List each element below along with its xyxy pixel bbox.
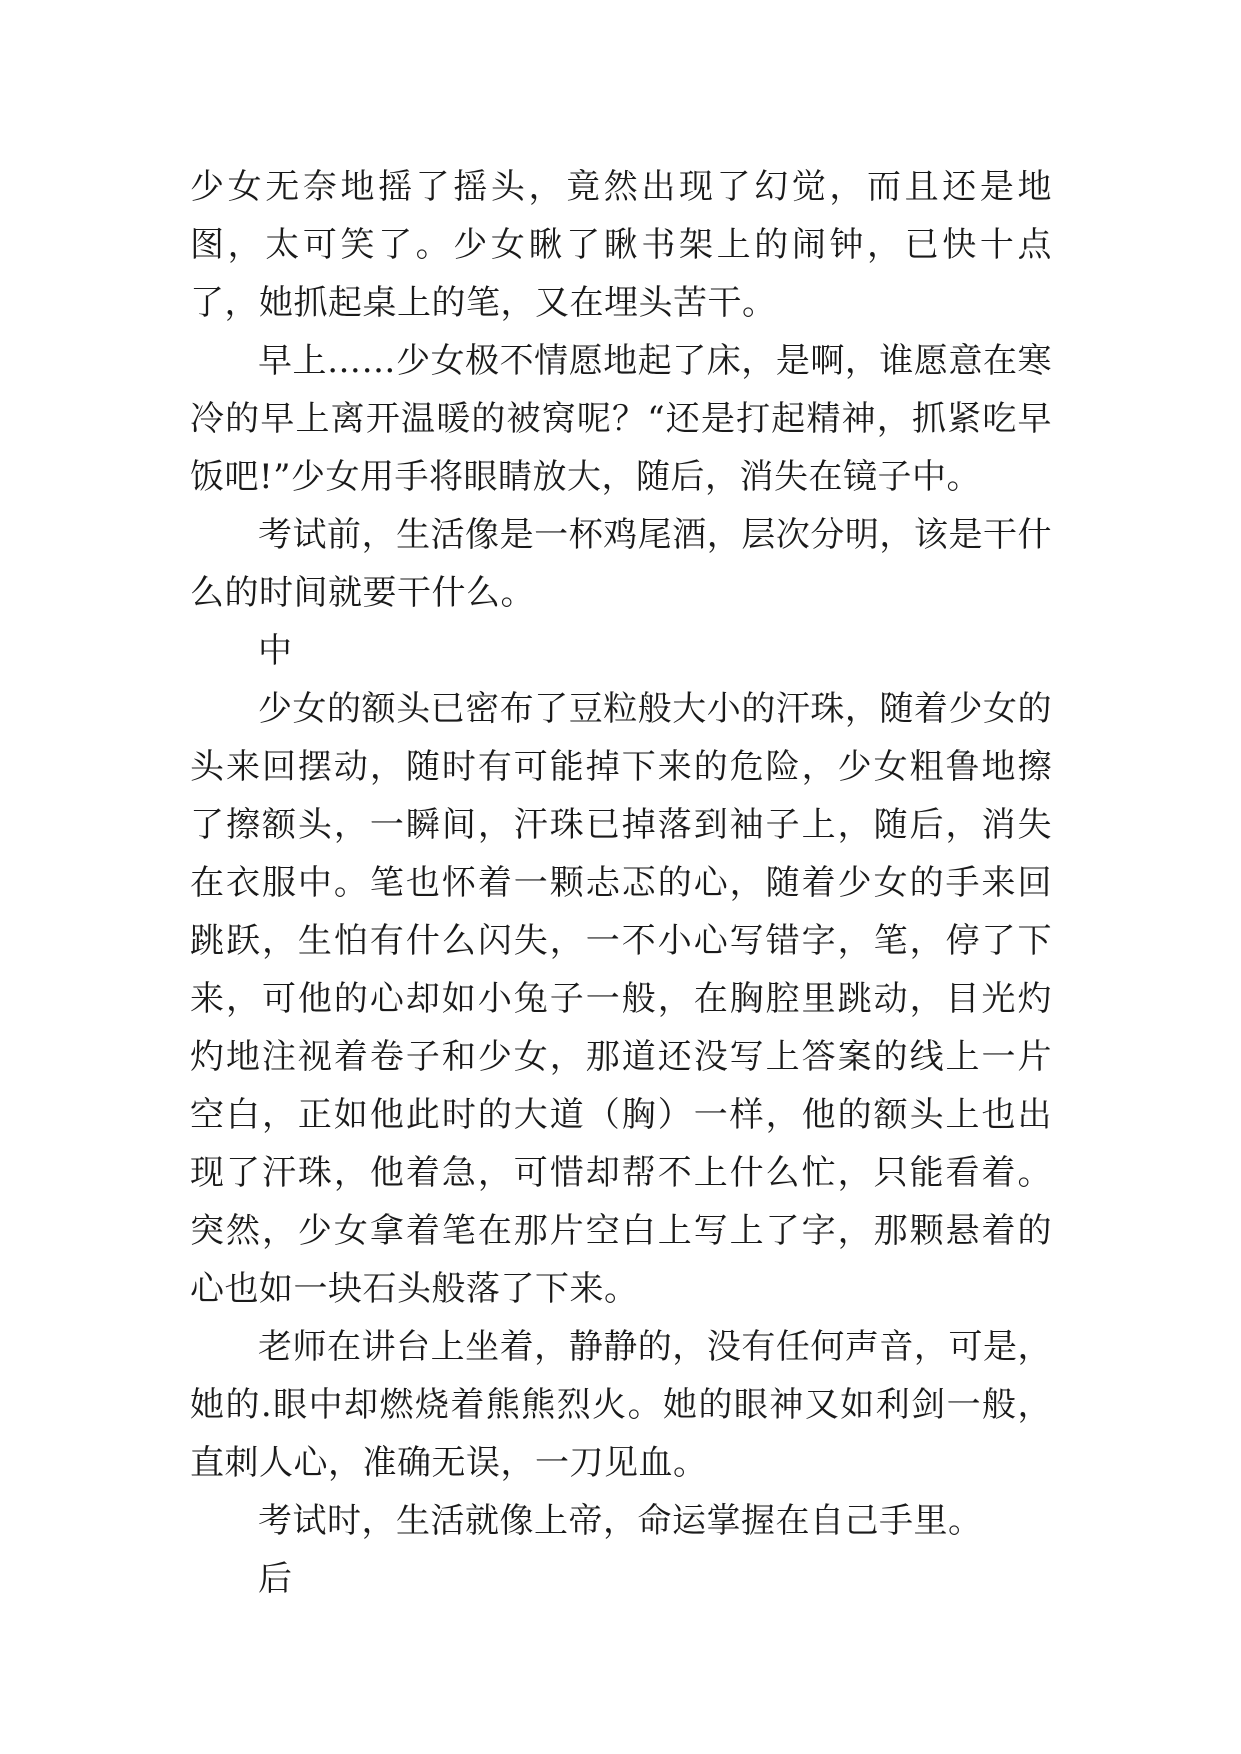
paragraph-5: 老师在讲台上坐着，静静的，没有任何声音，可是，她的.眼中却燃烧着熊熊烈火。她的眼神又如利剑一般，直刺人心，准确无误，一刀见血。	[190, 1327, 1052, 1483]
paragraph-1: 少女无奈地摇了摇头，竟然出现了幻觉，而且还是地图，太可笑了。少女瞅了瞅书架上的闹钟，已快十点了，她抓起桌上的笔，又在埋头苦干。	[190, 167, 1052, 323]
paragraph-3: 考试前，生活像是一杯鸡尾酒，层次分明，该是干什么的时间就要干什么。	[190, 515, 1052, 613]
section-heading-middle: 中	[258, 631, 293, 671]
document-body	[190, 158, 1052, 1608]
paragraph-6: 考试时，生活就像上帝，命运掌握在自己手里。	[258, 1501, 983, 1541]
paragraph-2: 早上……少女极不情愿地起了床，是啊，谁愿意在寒冷的早上离开温暖的被窝呢？“还是打起精神，抓紧吃早饭吧!”少女用手将眼睛放大，随后，消失在镜子中。	[190, 341, 1052, 497]
paragraph-4: 少女的额头已密布了豆粒般大小的汗珠，随着少女的头来回摆动，随时有可能掉下来的危险，少女粗鲁地擦了擦额头，一瞬间，汗珠已掉落到袖子上，随后，消失在衣服中。笔也怀着一颗忐忑的心，随着少女的手来回跳跃，生怕有什么闪失，一不小心写错字，笔，停了下来，可他的心却如小兔子一般，在胸腔里跳动，目光灼灼地注视着卷子和少女，那道还没写上答案的线上一片空白，正如他此时的大道（胸）一样，他的额头上也出现了汗珠，他着急，可惜却帮不上什么忙，只能看着。突然，少女拿着笔在那片空白上写上了字，那颗悬着的心也如一块石头般落了下来。	[190, 689, 1052, 1309]
section-heading-after: 后	[258, 1559, 293, 1599]
